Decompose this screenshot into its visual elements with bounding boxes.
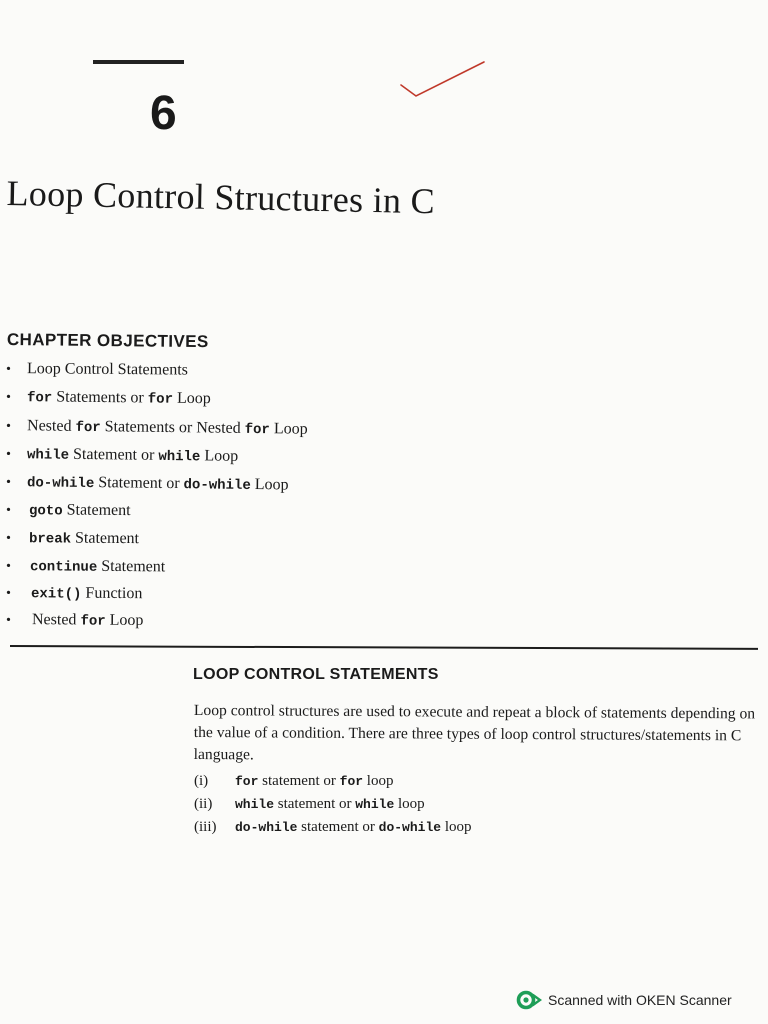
bullet-icon: • xyxy=(5,613,11,629)
chapter-title: Loop Control Structures in C xyxy=(6,172,436,222)
objective-text: goto Statement xyxy=(28,501,131,520)
loop-type-text: while statement or while loop xyxy=(235,796,425,812)
bullet-icon: • xyxy=(5,586,12,602)
oken-logo-icon xyxy=(516,990,542,1010)
loop-type-text: for statement or for loop xyxy=(235,773,394,789)
bullet-icon: • xyxy=(5,390,12,406)
objective-text: while Statement or while Loop xyxy=(26,445,239,466)
section-heading: LOOP CONTROL STATEMENTS xyxy=(193,666,439,683)
chapter-number: 6 xyxy=(150,87,177,140)
objective-text: Loop Control Statements xyxy=(26,360,188,379)
check-mark-icon xyxy=(398,58,488,100)
objective-text: break Statement xyxy=(28,529,140,548)
section-divider xyxy=(10,645,758,650)
objective-text: Nested for Loop xyxy=(31,611,144,630)
bullet-icon: • xyxy=(5,503,12,519)
bullet-icon: • xyxy=(5,531,12,547)
objective-text: do-while Statement or do-while Loop xyxy=(26,474,289,494)
chapter-top-rule xyxy=(93,60,184,64)
list-number: (ii) xyxy=(194,796,213,812)
scanner-label: Scanned with OKEN Scanner xyxy=(548,992,732,1008)
section-paragraph: Loop control structures are used to execute and repeat a block of statements depending on the value of a condition. There are three types of loop control structures/statements in C language. xyxy=(193,701,756,764)
objective-text: for Statements or for Loop xyxy=(26,388,211,408)
bullet-icon: • xyxy=(5,559,12,575)
bullet-icon: • xyxy=(5,362,12,378)
objective-text: continue Statement xyxy=(29,557,166,576)
scanner-watermark xyxy=(516,990,732,1010)
bullet-icon: • xyxy=(5,419,12,435)
bullet-icon: • xyxy=(5,447,12,463)
loop-type-text: do-while statement or do-while loop xyxy=(235,819,472,835)
bullet-icon: • xyxy=(5,475,12,491)
objectives-heading: CHAPTER OBJECTIVES xyxy=(6,330,209,352)
list-number: (i) xyxy=(194,773,209,789)
objective-text: Nested for Statements or Nested for Loop xyxy=(26,417,308,439)
objective-text: exit() Function xyxy=(30,584,143,603)
list-number: (iii) xyxy=(194,819,217,835)
